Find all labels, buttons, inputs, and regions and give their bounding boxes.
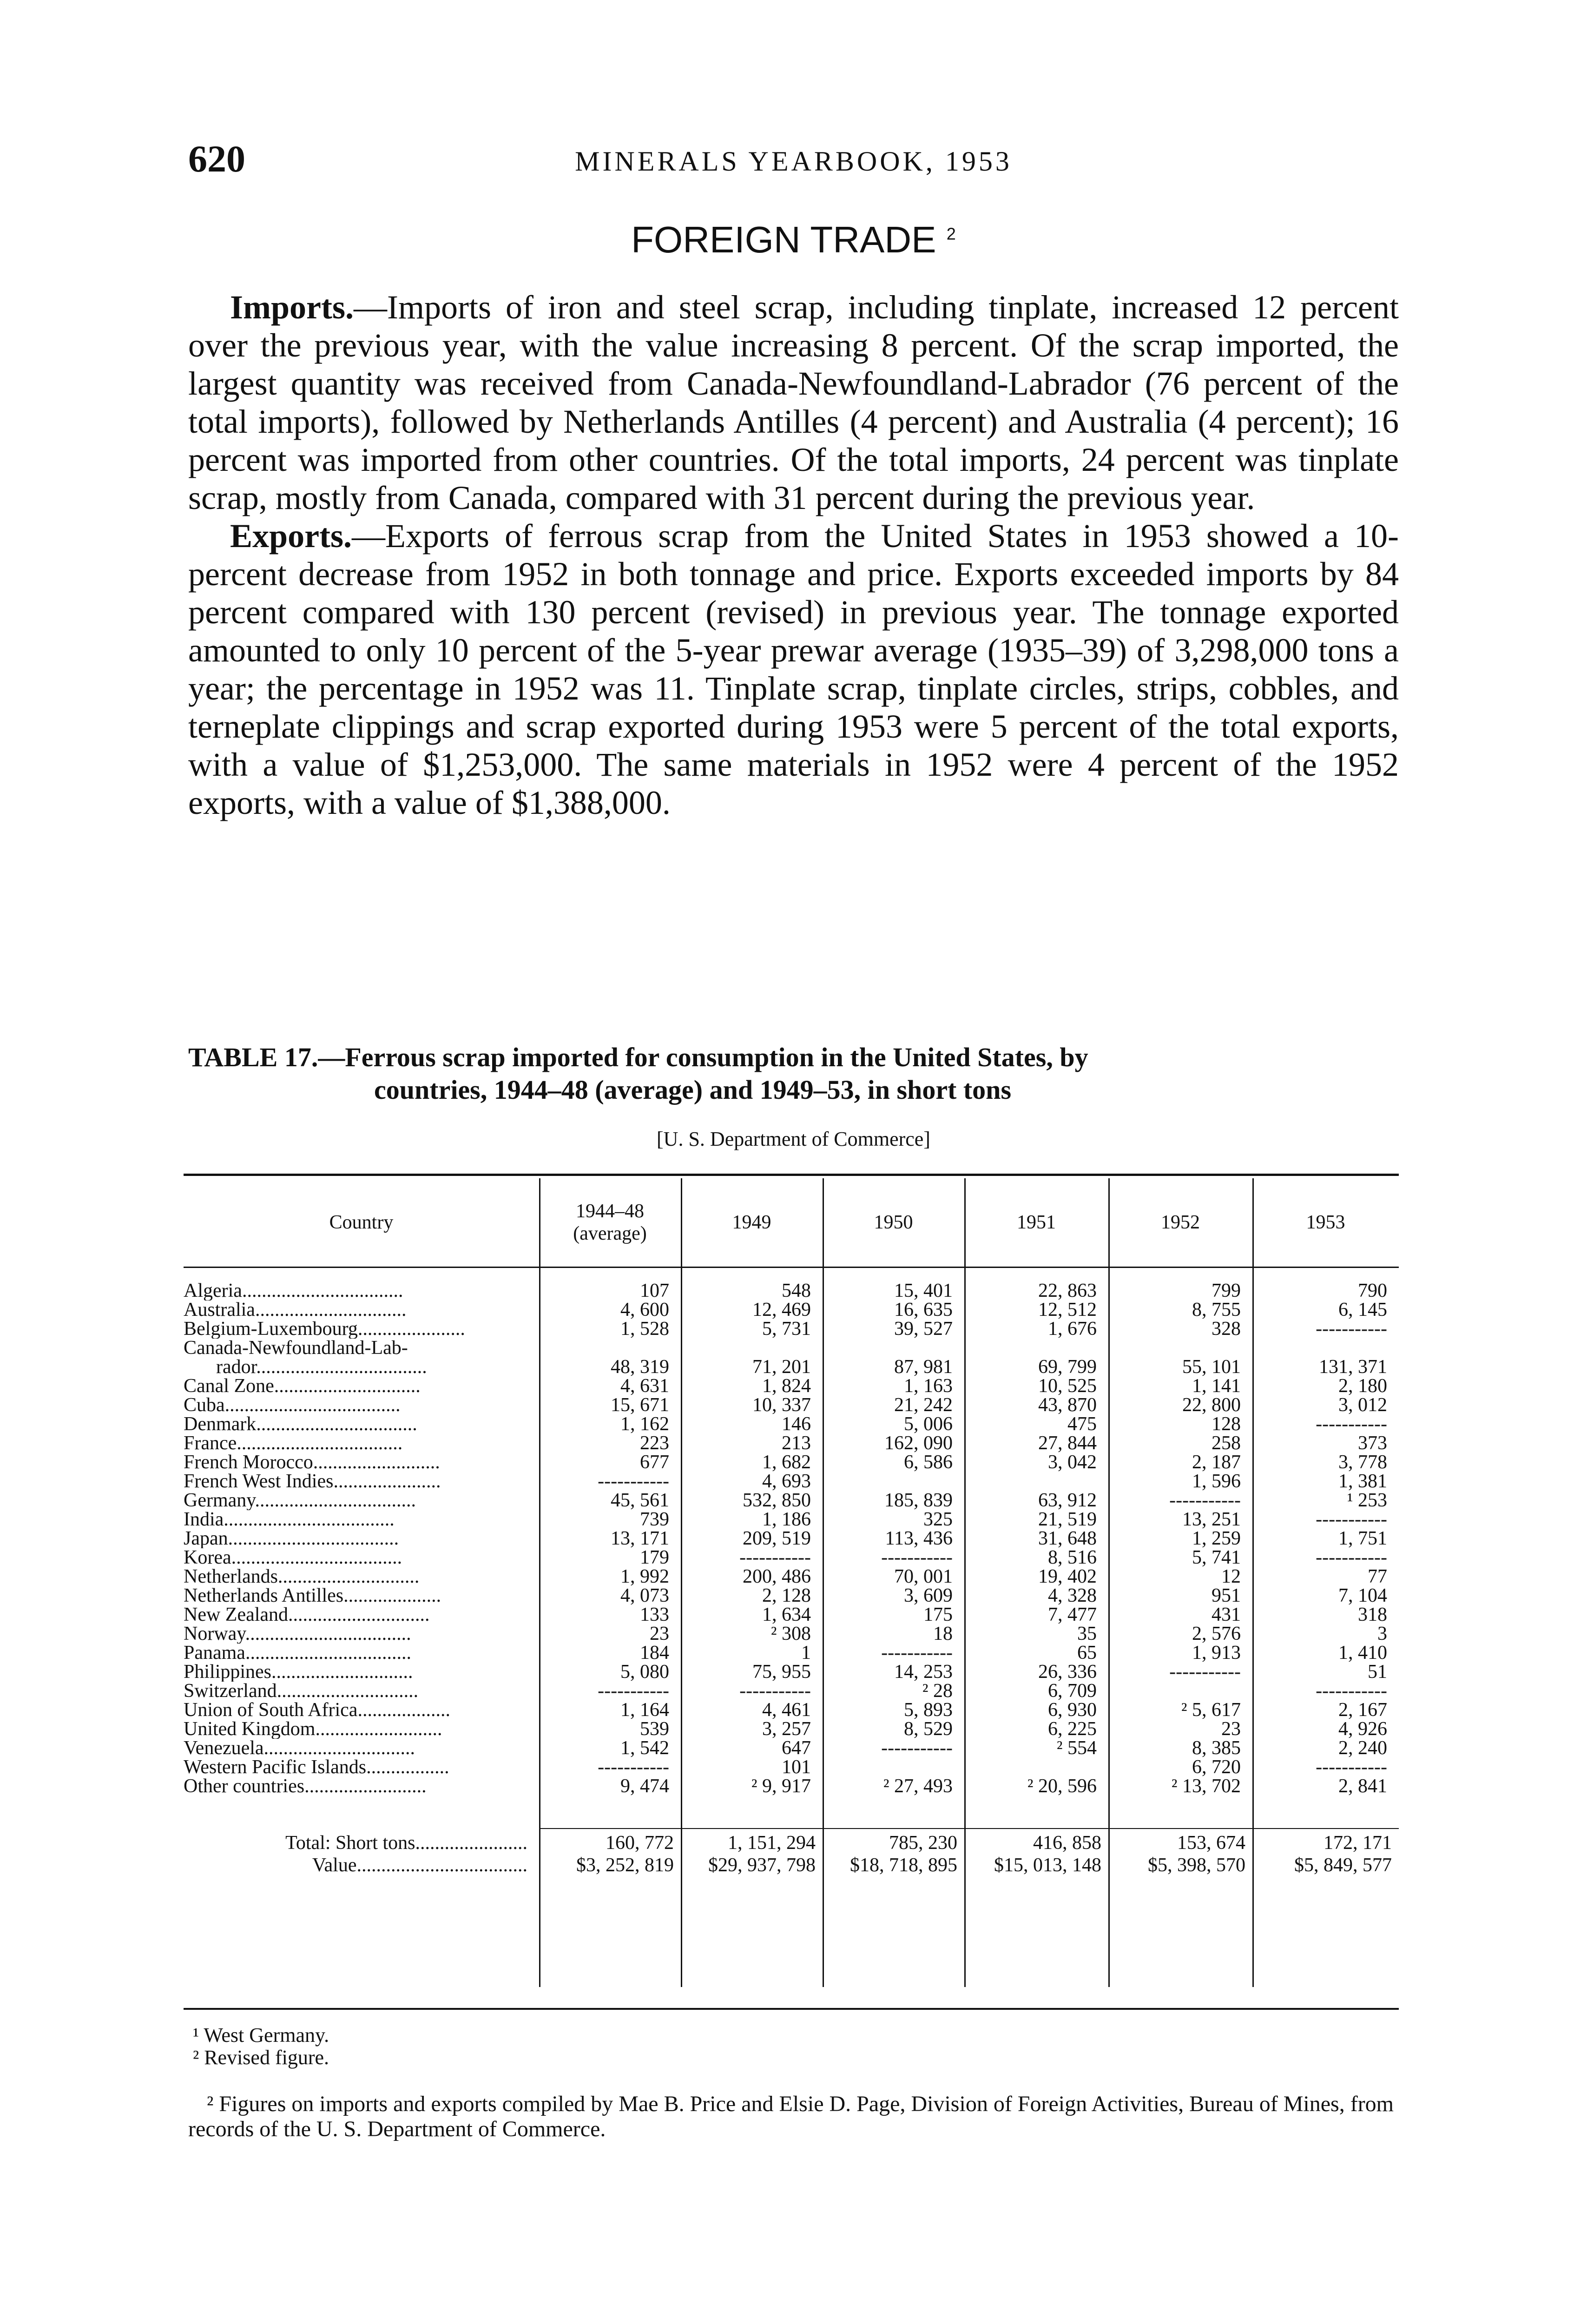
value-cell: 5, 006: [904, 1413, 953, 1435]
value-cell: 77: [1368, 1566, 1387, 1587]
total-cell: $29, 937, 798: [708, 1855, 816, 1876]
column-header: 1952: [1161, 1212, 1200, 1233]
country-cell: New Zealand.............................: [184, 1605, 430, 1624]
country-cell: Australia...............................: [184, 1301, 407, 1320]
value-cell: -----------: [598, 1756, 669, 1778]
table-row: [184, 1701, 1399, 1720]
value-cell: 1, 141: [1192, 1375, 1241, 1397]
value-cell: 21, 519: [1038, 1509, 1097, 1530]
table-row: [184, 1453, 1399, 1472]
table-row: [184, 1510, 1399, 1529]
value-cell: 6, 586: [904, 1452, 953, 1473]
value-cell: -----------: [1169, 1661, 1241, 1683]
value-cell: 48, 319: [611, 1356, 669, 1378]
value-cell: 1, 186: [762, 1509, 811, 1530]
country-cell: Other countries.........................: [184, 1777, 427, 1796]
table-title: [188, 1041, 1399, 1106]
body-text: [188, 288, 1399, 822]
value-cell: 2, 240: [1338, 1737, 1387, 1759]
value-cell: 87, 981: [894, 1356, 953, 1378]
country-cell: Korea...................................: [184, 1548, 402, 1567]
table-row: [184, 1358, 1399, 1377]
value-cell: 8, 516: [1048, 1547, 1097, 1568]
country-cell: Netherlands Antilles....................: [184, 1586, 441, 1605]
value-cell: -----------: [881, 1642, 953, 1664]
table-row: [184, 1682, 1399, 1701]
table-row: [184, 1339, 1399, 1358]
value-cell: 1, 410: [1338, 1642, 1387, 1664]
total-cell: $18, 718, 895: [850, 1855, 957, 1876]
exports-paragraph: [188, 517, 1399, 822]
country-cell: Algeria.................................: [184, 1281, 403, 1301]
table-row: [184, 1663, 1399, 1682]
value-cell: 23: [1221, 1718, 1241, 1740]
value-cell: -----------: [1316, 1509, 1387, 1530]
value-cell: 1, 682: [762, 1452, 811, 1473]
value-cell: ² 5, 617: [1181, 1699, 1241, 1721]
value-cell: 70, 001: [894, 1566, 953, 1587]
exports-text: —Exports of ferrous scrap from the United States in 1953 showed a 10-percent decrease from 1952 in both tonnage and price. Exports exceeded imports by 84 percent compared with 130 percent (revised) in previous year. The tonnage exported amounted to only 10 percent of the 5-year prewar average (1935–39) of 3,298,000 tons a year; the percentage in 1952 was 11. Tinplate scrap, tinplate circles, strips, cobbles, and terneplate clippings and scrap exported during 1953 were 5 percent of the total exports, with a value of $1,253,000. The same materials in 1952 were 4 percent of the 1952 exports, with a value of $1,388,000.: [188, 517, 1399, 821]
value-cell: ¹ 253: [1347, 1490, 1387, 1511]
country-cell: India...................................: [184, 1510, 395, 1529]
table-row: [184, 1624, 1399, 1644]
country-cell: rador...................................: [216, 1358, 427, 1377]
value-cell: 431: [1212, 1604, 1241, 1625]
value-cell: -----------: [739, 1680, 811, 1702]
value-cell: 69, 799: [1038, 1356, 1097, 1378]
value-cell: 10, 525: [1038, 1375, 1097, 1397]
value-cell: 22, 800: [1182, 1394, 1241, 1416]
page-number: 620: [188, 138, 245, 180]
table-top-rule: [184, 1174, 1399, 1176]
value-cell: 131, 371: [1319, 1356, 1387, 1378]
value-cell: 4, 631: [620, 1375, 669, 1397]
value-cell: -----------: [1316, 1318, 1387, 1340]
value-cell: 325: [923, 1509, 953, 1530]
value-cell: 10, 337: [752, 1394, 811, 1416]
country-cell: French Morocco..........................: [184, 1453, 440, 1472]
value-cell: 1, 528: [620, 1318, 669, 1340]
value-cell: 1: [801, 1642, 811, 1664]
value-cell: 31, 648: [1038, 1528, 1097, 1549]
table-row: [184, 1472, 1399, 1491]
table-title-line-1: TABLE 17.—Ferrous scrap imported for consumption in the United States, by: [188, 1042, 1088, 1072]
country-cell: Canada-Newfoundland-Lab-: [184, 1339, 408, 1358]
table-row: [184, 1377, 1399, 1396]
value-cell: 175: [923, 1604, 953, 1625]
table-row: [184, 1720, 1399, 1739]
value-cell: 318: [1358, 1604, 1387, 1625]
value-cell: ² 28: [922, 1680, 953, 1702]
value-cell: 373: [1358, 1433, 1387, 1454]
value-cell: 8, 755: [1192, 1299, 1241, 1320]
value-cell: 4, 693: [762, 1471, 811, 1492]
value-cell: 107: [640, 1280, 669, 1301]
value-cell: 3, 012: [1338, 1394, 1387, 1416]
value-cell: 27, 844: [1038, 1433, 1097, 1454]
country-cell: France..................................: [184, 1434, 403, 1453]
value-cell: -----------: [1316, 1756, 1387, 1778]
value-cell: 75, 955: [752, 1661, 811, 1683]
total-cell: 153, 674: [1177, 1832, 1245, 1854]
table-row: [184, 1415, 1399, 1434]
value-cell: 548: [782, 1280, 811, 1301]
value-cell: 184: [640, 1642, 669, 1664]
value-cell: 2, 167: [1338, 1699, 1387, 1721]
country-cell: Union of South Africa...................: [184, 1701, 450, 1720]
value-cell: 9, 474: [620, 1776, 669, 1797]
value-cell: 475: [1067, 1413, 1097, 1435]
value-cell: 16, 635: [894, 1299, 953, 1320]
value-cell: 133: [640, 1604, 669, 1625]
column-header: 1951: [1017, 1212, 1056, 1233]
value-cell: 532, 850: [743, 1490, 811, 1511]
country-cell: Cuba....................................: [184, 1396, 401, 1415]
country-cell: Denmark.................................: [184, 1415, 417, 1434]
country-cell: Canal Zone..............................: [184, 1377, 421, 1396]
value-cell: 55, 101: [1182, 1356, 1241, 1378]
value-cell: ² 308: [770, 1623, 811, 1644]
value-cell: 101: [782, 1756, 811, 1778]
table-row: [184, 1396, 1399, 1415]
table-row: [184, 1548, 1399, 1567]
column-header: Country: [329, 1212, 394, 1233]
totals-rule: [539, 1828, 1399, 1829]
value-cell: 1, 381: [1338, 1471, 1387, 1492]
table-row: [184, 1320, 1399, 1339]
value-cell: ² 9, 917: [751, 1776, 811, 1797]
value-cell: 43, 870: [1038, 1394, 1097, 1416]
country-cell: Switzerland.............................: [184, 1682, 419, 1701]
value-cell: 179: [640, 1547, 669, 1568]
value-cell: 23: [650, 1623, 669, 1644]
value-cell: -----------: [881, 1547, 953, 1568]
value-cell: 21, 242: [894, 1394, 953, 1416]
value-cell: 71, 201: [752, 1356, 811, 1378]
value-cell: 799: [1212, 1280, 1241, 1301]
value-cell: 26, 336: [1038, 1661, 1097, 1683]
value-cell: 1, 824: [762, 1375, 811, 1397]
table-row: [184, 1739, 1399, 1758]
country-cell: Netherlands.............................: [184, 1567, 420, 1586]
value-cell: 539: [640, 1718, 669, 1740]
value-cell: 200, 486: [743, 1566, 811, 1587]
value-cell: 7, 477: [1048, 1604, 1097, 1625]
total-cell: 416, 858: [1033, 1832, 1101, 1854]
value-cell: 14, 253: [894, 1661, 953, 1683]
value-cell: 1, 992: [620, 1566, 669, 1587]
value-cell: 15, 671: [611, 1394, 669, 1416]
country-cell: United Kingdom..........................: [184, 1720, 442, 1739]
value-cell: 1, 596: [1192, 1471, 1241, 1492]
table-bottom-rule: [184, 2008, 1399, 2010]
table-row: [184, 1281, 1399, 1301]
value-cell: 113, 436: [885, 1528, 953, 1549]
imports-text: —Imports of iron and steel scrap, including tinplate, increased 12 percent over the previous year, with the value increasing 8 percent. Of the scrap imported, the largest quantity was received from Canada-Newfoundland-Labrador (76 percent of the total imports), followed by Netherlands Antilles (4 percent) and Australia (4 percent); 16 percent was imported from other countries. Of the total imports, 24 percent was tinplate scrap, mostly from Canada, compared with 31 percent during the previous year.: [188, 289, 1399, 516]
value-cell: 19, 402: [1038, 1566, 1097, 1587]
country-cell: Venezuela...............................: [184, 1739, 415, 1758]
value-cell: 15, 401: [894, 1280, 953, 1301]
value-cell: ² 20, 596: [1027, 1776, 1097, 1797]
value-cell: 951: [1212, 1585, 1241, 1606]
value-cell: 1, 164: [620, 1699, 669, 1721]
value-cell: 63, 912: [1038, 1490, 1097, 1511]
value-cell: 12: [1221, 1566, 1241, 1587]
table-body: [184, 1281, 1399, 1796]
value-cell: -----------: [1316, 1413, 1387, 1435]
value-cell: -----------: [598, 1680, 669, 1702]
value-cell: 6, 709: [1048, 1680, 1097, 1702]
section-heading-footnote-marker: 2: [946, 224, 956, 244]
total-label: Value...................................: [312, 1855, 527, 1876]
table-row: [184, 1777, 1399, 1796]
table-footnotes: [188, 2024, 1399, 2069]
table-row: [184, 1758, 1399, 1777]
value-cell: 2, 576: [1192, 1623, 1241, 1644]
table-header: [184, 1178, 1399, 1267]
value-cell: 328: [1212, 1318, 1241, 1340]
page-footnote-text: ² Figures on imports and exports compiled by Mae B. Price and Elsie D. Page, Division of Foreign Activities, Bureau of Mines, from records of the U. S. Department of Commerce.: [188, 2092, 1394, 2141]
value-cell: 8, 529: [904, 1718, 953, 1740]
country-cell: Panama..................................: [184, 1644, 411, 1663]
page-header: [188, 137, 1399, 188]
value-cell: 5, 731: [762, 1318, 811, 1340]
table-row: [184, 1491, 1399, 1510]
total-tons-row: [184, 1834, 1399, 1853]
table-row: [184, 1605, 1399, 1624]
data-table: [184, 1178, 1399, 1876]
table-row: [184, 1644, 1399, 1663]
country-cell: French West Indies......................: [184, 1472, 441, 1491]
value-cell: 2, 841: [1338, 1776, 1387, 1797]
value-cell: 2, 187: [1192, 1452, 1241, 1473]
table-row: [184, 1529, 1399, 1548]
table-row: [184, 1434, 1399, 1453]
value-cell: ² 27, 493: [883, 1776, 953, 1797]
value-cell: 1, 913: [1192, 1642, 1241, 1664]
value-cell: 18: [933, 1623, 953, 1644]
value-cell: 4, 926: [1338, 1718, 1387, 1740]
country-cell: Western Pacific Islands.................: [184, 1758, 449, 1777]
value-cell: 6, 930: [1048, 1699, 1097, 1721]
value-cell: 213: [782, 1433, 811, 1454]
value-cell: 5, 893: [904, 1699, 953, 1721]
total-cell: 1, 151, 294: [728, 1832, 816, 1854]
table-title-line-2: countries, 1944–48 (average) and 1949–53, in short tons: [374, 1075, 1012, 1105]
value-cell: 1, 634: [762, 1604, 811, 1625]
value-cell: 258: [1212, 1433, 1241, 1454]
section-heading-text: FOREIGN TRADE: [631, 219, 936, 260]
value-cell: 13, 171: [611, 1528, 669, 1549]
value-cell: 1, 676: [1048, 1318, 1097, 1340]
country-cell: Japan...................................: [184, 1529, 399, 1548]
value-cell: 1, 162: [620, 1413, 669, 1435]
section-heading: [188, 218, 1399, 261]
value-cell: 45, 561: [611, 1490, 669, 1511]
page-footnote: [188, 2092, 1399, 2142]
value-cell: 1, 751: [1338, 1528, 1387, 1549]
total-cell: $5, 849, 577: [1294, 1855, 1392, 1876]
imports-paragraph: [188, 288, 1399, 517]
total-cell: 172, 171: [1324, 1832, 1392, 1854]
total-value-row: [184, 1856, 1399, 1875]
country-cell: Germany.................................: [184, 1491, 416, 1510]
value-cell: 3, 778: [1338, 1452, 1387, 1473]
exports-lead: Exports.: [230, 517, 352, 555]
column-header: 1949: [732, 1212, 771, 1233]
country-cell: Norway..................................: [184, 1624, 411, 1644]
total-cell: $15, 013, 148: [994, 1855, 1101, 1876]
value-cell: 3, 042: [1048, 1452, 1097, 1473]
table-source: [U. S. Department of Commerce]: [657, 1128, 930, 1150]
running-title: MINERALS YEARBOOK, 1953: [575, 146, 1012, 177]
value-cell: -----------: [1316, 1680, 1387, 1702]
value-cell: 209, 519: [743, 1528, 811, 1549]
value-cell: 65: [1077, 1642, 1097, 1664]
country-cell: Belgium-Luxembourg......................: [184, 1320, 465, 1339]
value-cell: 5, 741: [1192, 1547, 1241, 1568]
total-label: Total: Short tons.......................: [285, 1832, 527, 1854]
value-cell: -----------: [1169, 1490, 1241, 1511]
value-cell: 3: [1377, 1623, 1387, 1644]
value-cell: 223: [640, 1433, 669, 1454]
value-cell: 1, 163: [904, 1375, 953, 1397]
table-row: [184, 1301, 1399, 1320]
value-cell: 1, 542: [620, 1737, 669, 1759]
value-cell: 22, 863: [1038, 1280, 1097, 1301]
value-cell: 647: [782, 1737, 811, 1759]
value-cell: 4, 461: [762, 1699, 811, 1721]
value-cell: ² 13, 702: [1171, 1776, 1241, 1797]
value-cell: 2, 128: [762, 1585, 811, 1606]
value-cell: 739: [640, 1509, 669, 1530]
value-cell: 4, 328: [1048, 1585, 1097, 1606]
value-cell: 1, 259: [1192, 1528, 1241, 1549]
value-cell: 8, 385: [1192, 1737, 1241, 1759]
footnote-1: ¹ West Germany.: [193, 2024, 329, 2047]
value-cell: 39, 527: [894, 1318, 953, 1340]
value-cell: 51: [1368, 1661, 1387, 1683]
total-cell: 160, 772: [606, 1832, 674, 1854]
value-cell: ² 554: [1056, 1737, 1097, 1759]
table-row: [184, 1567, 1399, 1586]
value-cell: -----------: [598, 1471, 669, 1492]
column-header: 1944–48 (average): [573, 1201, 647, 1244]
table-row: [184, 1586, 1399, 1605]
value-cell: 35: [1077, 1623, 1097, 1644]
value-cell: 4, 073: [620, 1585, 669, 1606]
imports-lead: Imports.: [230, 289, 354, 326]
value-cell: 6, 720: [1192, 1756, 1241, 1778]
column-header: 1953: [1306, 1212, 1345, 1233]
value-cell: -----------: [739, 1547, 811, 1568]
value-cell: 6, 145: [1338, 1299, 1387, 1320]
country-cell: Philippines.............................: [184, 1663, 413, 1682]
value-cell: 677: [640, 1452, 669, 1473]
total-cell: $5, 398, 570: [1148, 1855, 1245, 1876]
total-cell: $3, 252, 819: [576, 1855, 674, 1876]
value-cell: 13, 251: [1182, 1509, 1241, 1530]
column-header: 1950: [874, 1212, 913, 1233]
value-cell: 162, 090: [884, 1433, 953, 1454]
value-cell: 6, 225: [1048, 1718, 1097, 1740]
value-cell: 12, 469: [752, 1299, 811, 1320]
total-cell: 785, 230: [889, 1832, 957, 1854]
value-cell: 12, 512: [1038, 1299, 1097, 1320]
value-cell: 790: [1358, 1280, 1387, 1301]
value-cell: 5, 080: [620, 1661, 669, 1683]
value-cell: 2, 180: [1338, 1375, 1387, 1397]
value-cell: 3, 609: [904, 1585, 953, 1606]
value-cell: 128: [1212, 1413, 1241, 1435]
value-cell: -----------: [881, 1737, 953, 1759]
value-cell: 4, 600: [620, 1299, 669, 1320]
header-bottom-rule: [184, 1267, 1399, 1268]
value-cell: 3, 257: [762, 1718, 811, 1740]
footnote-2: ² Revised figure.: [193, 2046, 329, 2069]
value-cell: 7, 104: [1338, 1585, 1387, 1606]
value-cell: 146: [782, 1413, 811, 1435]
value-cell: -----------: [1316, 1547, 1387, 1568]
value-cell: 185, 839: [884, 1490, 953, 1511]
